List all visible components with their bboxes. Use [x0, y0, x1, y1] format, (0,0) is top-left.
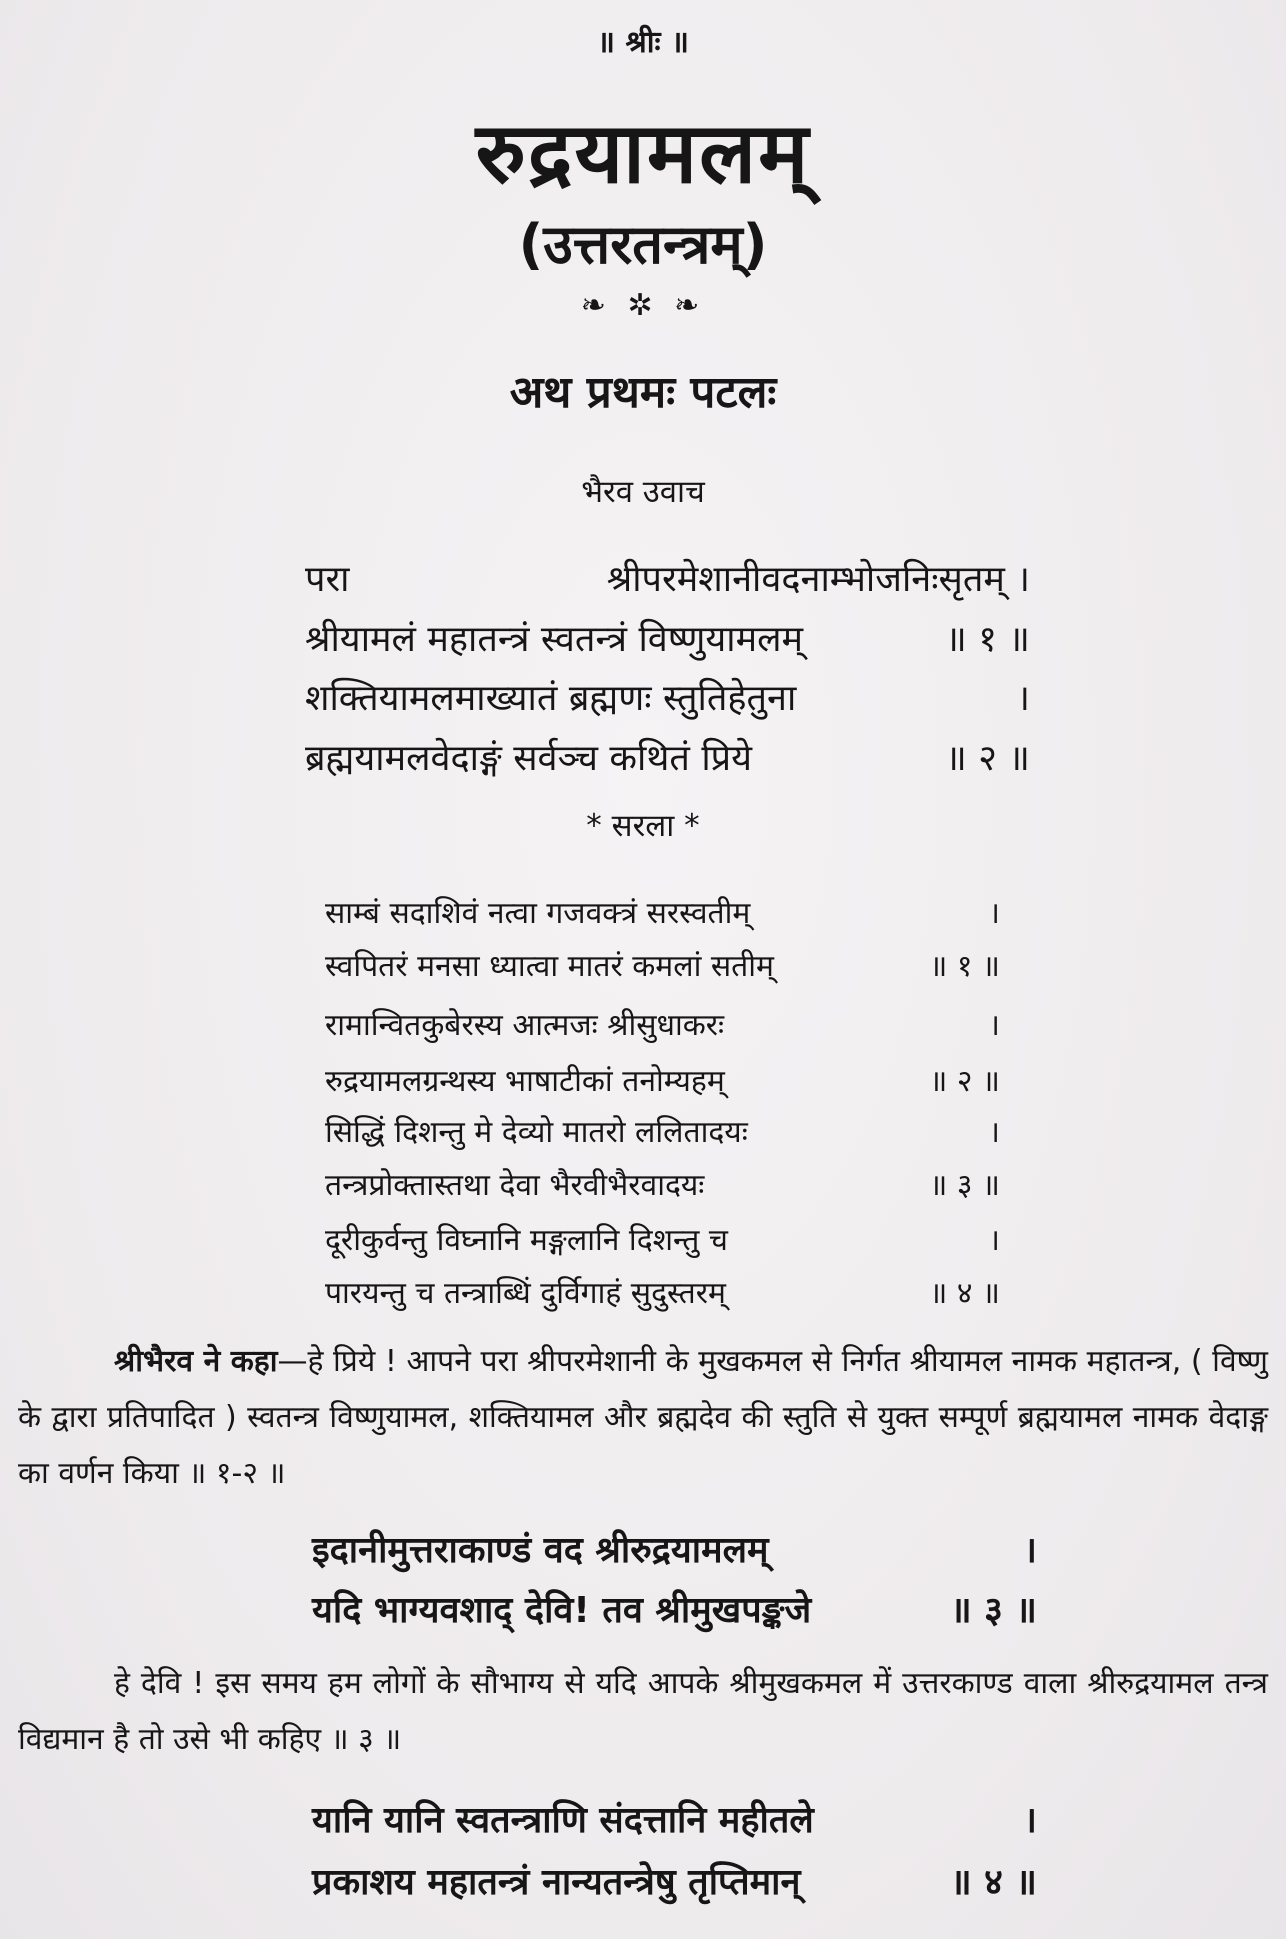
verse-text: । — [1023, 1800, 1037, 1841]
page-subtitle: (उत्तरतन्त्रम्) — [518, 213, 768, 276]
chapter-heading: अथ प्रथमः पटलः — [509, 367, 777, 418]
speaker-heading: भैरव उवाच — [581, 474, 705, 510]
verse-line — [312, 1794, 1037, 1843]
verse-text: । — [1023, 1530, 1037, 1571]
verse-text: श्रीपरमेशानीवदनाम्भोजनिःसृतम् । — [606, 559, 1030, 600]
verse-number: ॥ ३ ॥ — [950, 1590, 1037, 1631]
verse-number: ॥ २ ॥ — [945, 738, 1030, 779]
verse-text: रामान्वितकुबेरस्य आत्मजः श्रीसुधाकरः — [325, 1008, 725, 1043]
verse-line — [312, 1584, 1037, 1633]
verse-text: पारयन्तु च तन्त्राब्धिं दुर्विगाहं सुदुस्तरम् — [325, 1276, 726, 1311]
verse-text: सिद्धिं दिशन्तु मे देव्यो मातरो ललितादयः — [325, 1115, 748, 1150]
verse-text: । — [988, 1115, 1000, 1150]
verse-text: दूरीकुर्वन्तु विघ्नानि मङ्गलानि दिशन्तु च — [325, 1223, 728, 1258]
verse-line — [305, 672, 1030, 721]
paragraph-lead: श्रीभैरव ने कहा — [114, 1344, 278, 1379]
verse-line — [325, 1110, 1000, 1151]
verse-line — [325, 944, 1000, 985]
verse-text: स्वपितरं मनसा ध्यात्वा मातरं कमलां सतीम् — [325, 949, 774, 984]
verse-line — [325, 1059, 1000, 1100]
verse-line — [312, 1524, 1037, 1573]
verse-number: ॥ ४ ॥ — [929, 1276, 1000, 1311]
verse-line — [325, 1003, 1000, 1044]
verse-line — [305, 613, 1030, 662]
verse-number: ॥ ४ ॥ — [950, 1862, 1037, 1903]
verse-text: श्रीयामलं महातन्त्रं स्वतन्त्रं विष्णुयामलम् — [305, 619, 804, 660]
verse-number: ॥ ३ ॥ — [929, 1168, 1000, 1203]
verse-text: परा — [305, 559, 350, 600]
invocation: ॥ श्रीः ॥ — [597, 25, 689, 60]
verse-text: प्रकाशय महातन्त्रं नान्यतन्त्रेषु तृप्तिमान् — [312, 1862, 801, 1903]
page-title: रुद्रयामलम् — [475, 104, 811, 202]
verse-line — [325, 891, 1000, 932]
paragraph-text: हे देवि ! इस समय हम लोगों के सौभाग्य से यदि आपके श्रीमुखकमल में उत्तरकाण्ड वाला श्रीरुद्रयामल तन्त्र विद्यमान है तो उसे भी कहिए ॥ ३ ॥ — [18, 1666, 1268, 1757]
verse-text: । — [988, 896, 1000, 931]
verse-number: ॥ १ ॥ — [945, 619, 1030, 660]
verse-number: ॥ २ ॥ — [929, 1064, 1000, 1099]
verse-line — [305, 553, 1030, 602]
verse-line — [305, 732, 1030, 781]
verse-text: । — [988, 1008, 1000, 1043]
ornament-divider: ❧ ✲ ❧ — [580, 288, 706, 323]
verse-line — [312, 1856, 1037, 1905]
verse-text: इदानीमुत्तराकाण्डं वद श्रीरुद्रयामलम् — [312, 1530, 769, 1571]
verse-line — [325, 1271, 1000, 1312]
verse-line — [325, 1163, 1000, 1204]
verse-text: तन्त्रप्रोक्तास्तथा देवा भैरवीभैरवादयः — [325, 1168, 705, 1203]
verse-text: शक्तियामलमाख्यातं ब्रह्मणः स्तुतिहेतुना — [305, 678, 797, 719]
verse-line — [325, 1218, 1000, 1259]
commentary-heading: * सरला * — [586, 808, 700, 844]
verse-text: साम्बं सदाशिवं नत्वा गजवक्त्रं सरस्वतीम् — [325, 896, 751, 931]
verse-text: । — [1016, 678, 1030, 719]
verse-text: यानि यानि स्वतन्त्राणि संदत्तानि महीतले — [312, 1800, 814, 1841]
translation-paragraph — [18, 1656, 1268, 1768]
verse-text: रुद्रयामलग्रन्थस्य भाषाटीकां तनोम्यहम् — [325, 1064, 725, 1099]
verse-text: । — [988, 1223, 1000, 1258]
verse-text: यदि भाग्यवशाद् देवि! तव श्रीमुखपङ्कजे — [312, 1590, 812, 1631]
verse-text: ब्रह्मयामलवेदाङ्गं सर्वञ्च कथितं प्रिये — [305, 738, 753, 779]
paragraph-text: —हे प्रिये ! आपने परा श्रीपरमेशानी के मुखकमल से निर्गत श्रीयामल नामक महातन्त्र, ( विष्णु के द्वारा प्रतिपादित ) स्वतन्त्र विष्णुयामल, शक्तियामल और ब्रह्मदेव की स्तुति से युक्त सम्पूर्ण ब्रह्मयामल नामक वेदाङ्ग का वर्णन किया ॥ १-२ ॥ — [18, 1344, 1268, 1491]
translation-paragraph — [18, 1334, 1268, 1502]
verse-number: ॥ १ ॥ — [929, 949, 1000, 984]
